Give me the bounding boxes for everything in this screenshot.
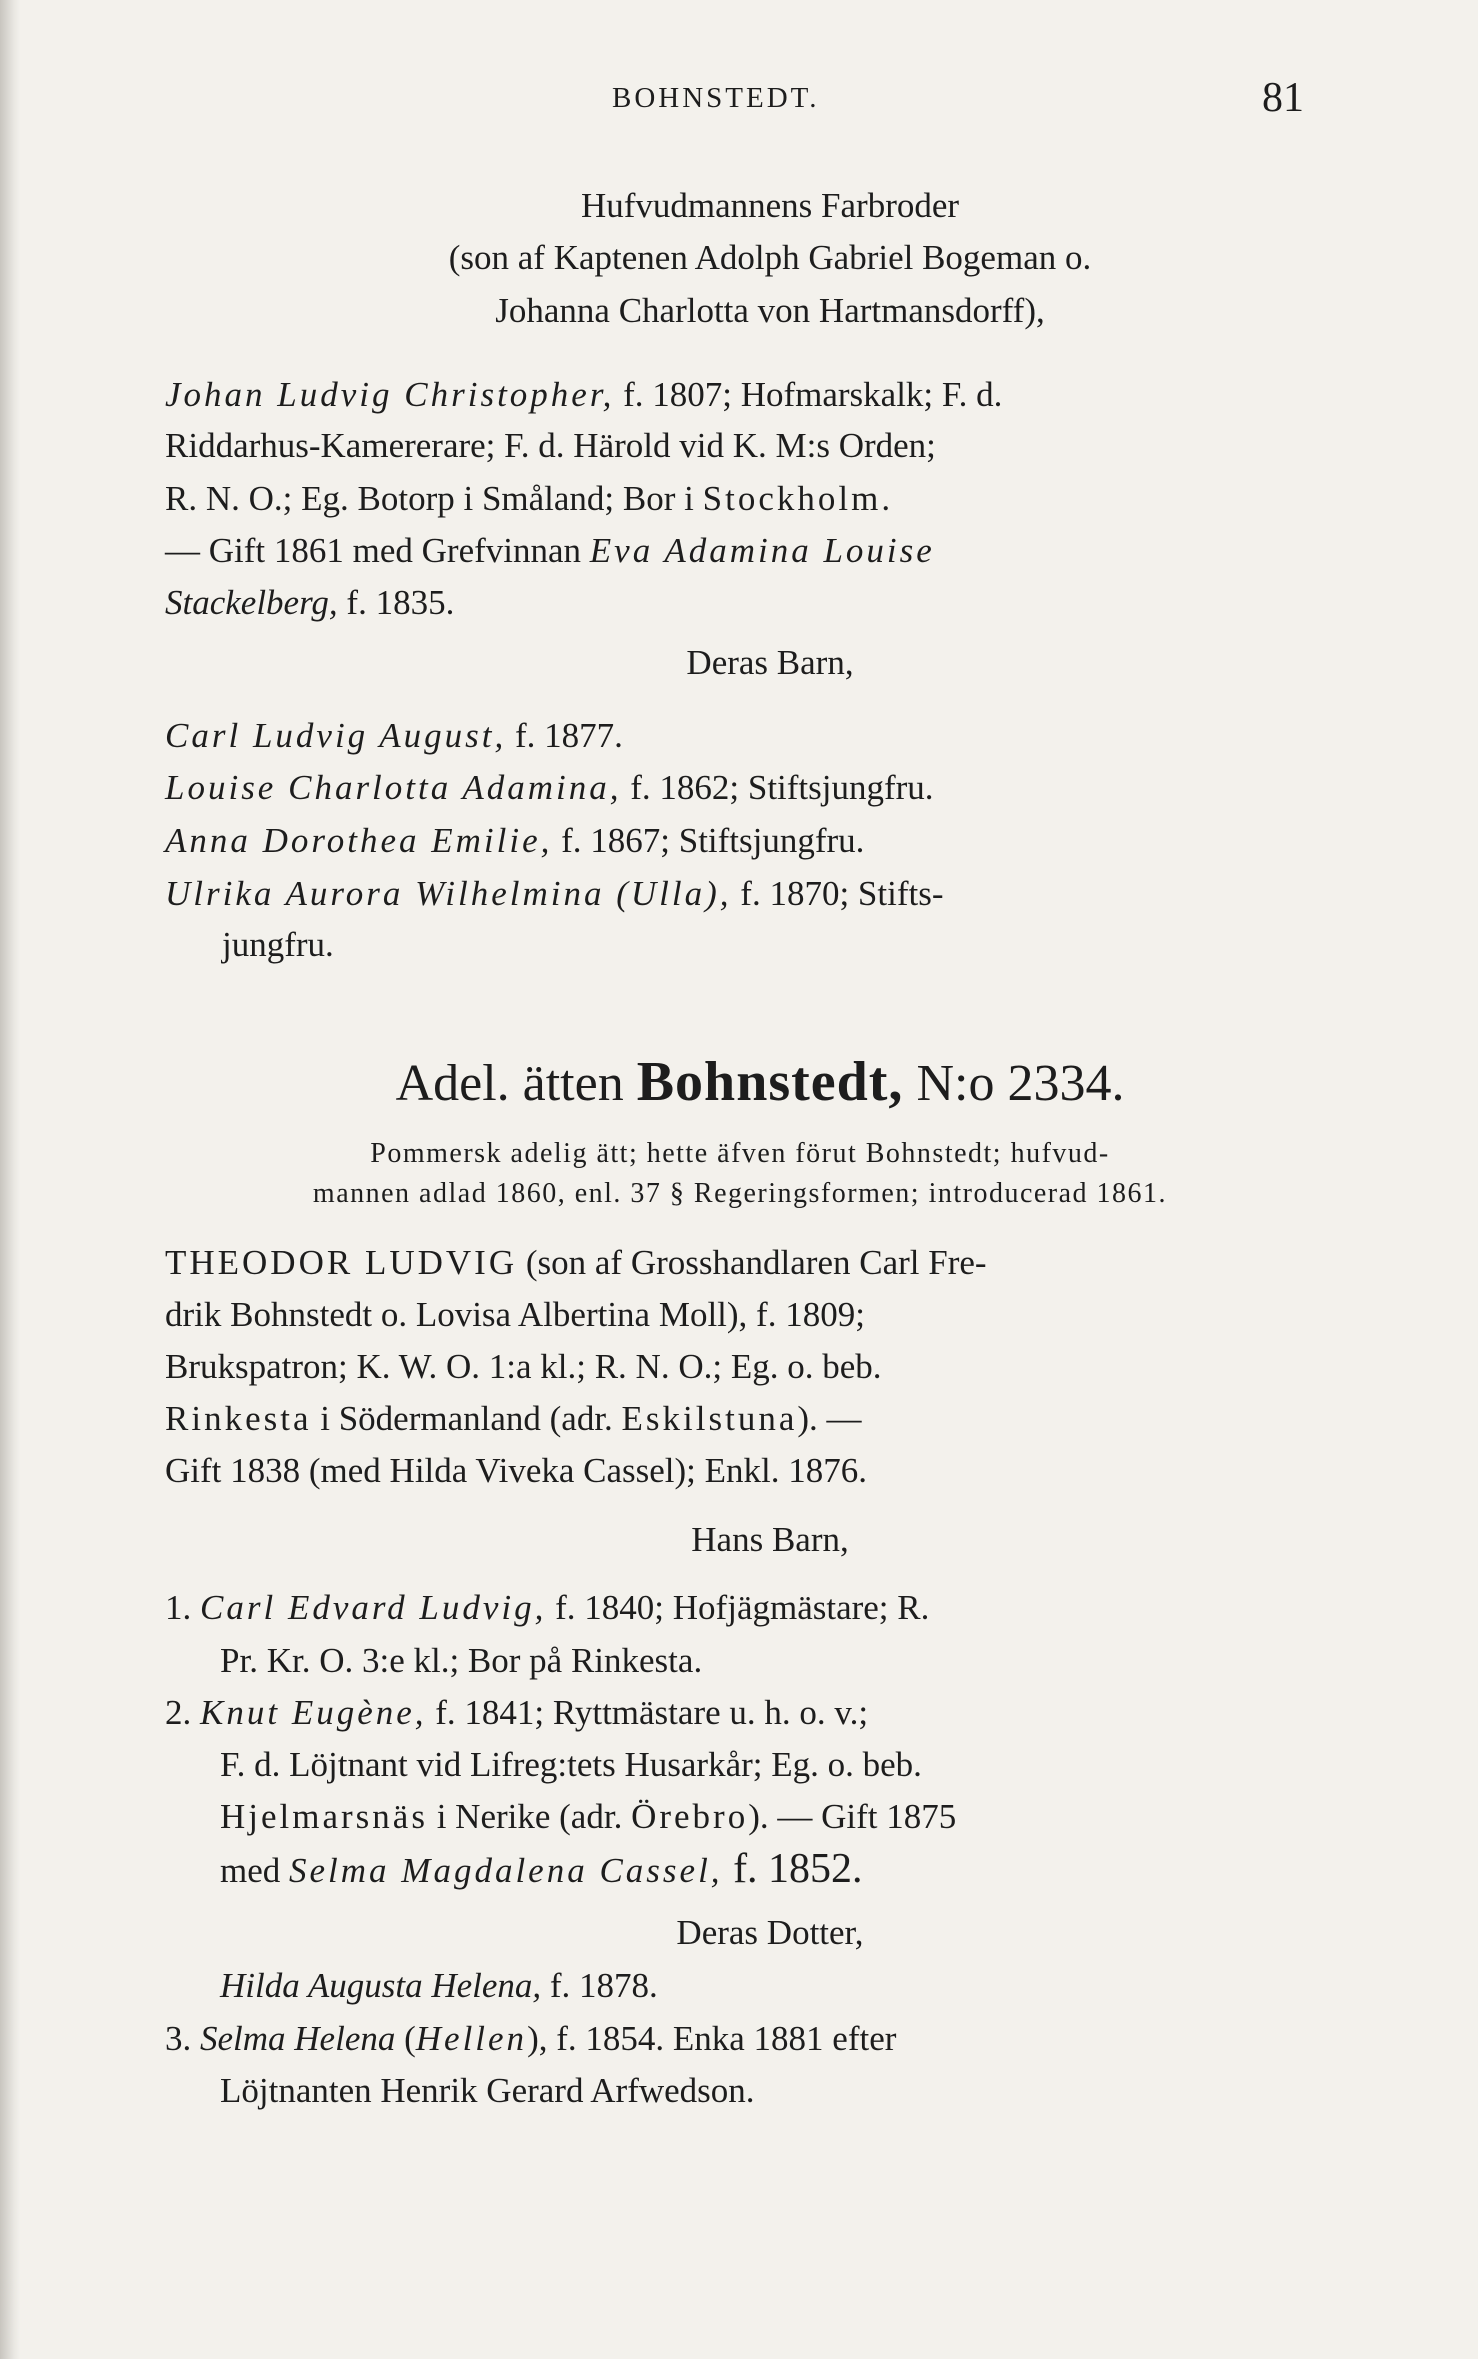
child-anna: Anna Dorothea Emilie, f. 1867; Stiftsjungfru. [165, 821, 865, 860]
son-knut-line-1: 2. Knut Eugène, f. 1841; Ryttmästare u. h. o. v.; [165, 1693, 869, 1732]
head-entry-line-3: Brukspatron; K. W. O. 1:a kl.; R. N. O.; Eg. o. beb. [165, 1347, 882, 1386]
head-entry-line-4: Rinkesta i Södermanland (adr. Eskilstuna). — [165, 1399, 862, 1438]
head-name: THEODOR LUDVIG [165, 1243, 518, 1282]
son-knut-line-3: Hjelmarsnäs i Nerike (adr. Örebro). — Gift 1875 [220, 1797, 957, 1836]
section-heading-farbroder: Hufvudmannens Farbroder [580, 186, 960, 225]
granddaughter-hilda: Hilda Augusta Helena, f. 1878. [220, 1966, 658, 2005]
child-ulrika: Ulrika Aurora Wilhelmina (Ulla), f. 1870; Stifts- [165, 874, 944, 913]
daughter-heading: Deras Dotter, [676, 1913, 864, 1952]
family-description-line-2: mannen adlad 1860, enl. 37 § Regeringsformen; introducerad 1861. [312, 1178, 1168, 1209]
entry-johan-line-5: Stackelberg, f. 1835. [165, 583, 455, 622]
son-knut-line-2: F. d. Löjtnant vid Lifreg:tets Husarkår; Eg. o. beb. [220, 1745, 922, 1784]
son-knut-line-4: med Selma Magdalena Cassel, f. 1852. [220, 1846, 863, 1892]
entry-johan-line-3: R. N. O.; Eg. Botorp i Småland; Bor i Stockholm. [165, 479, 894, 518]
parents-line-2: Johanna Charlotta von Hartmansdorff), [495, 291, 1045, 330]
running-head: BOHNSTEDT. [612, 82, 820, 114]
head-entry-line-1: THEODOR LUDVIG (son af Grosshandlaren Carl Fre- [165, 1243, 987, 1282]
entry-johan-line-2: Riddarhus-Kamererare; F. d. Härold vid K. M:s Orden; [165, 426, 936, 465]
family-description-line-1: Pommersk adelig ätt; hette äfven förut Bohnstedt; hufvud- [370, 1138, 1110, 1169]
daughter-selma-line-2: Löjtnanten Henrik Gerard Arfwedson. [220, 2071, 755, 2110]
entry-johan-line-4: — Gift 1861 med Grefvinnan Eva Adamina Louise [165, 531, 935, 570]
family-title: Adel. ätten Bohnstedt, N:o 2334. [395, 1051, 1125, 1113]
children-heading-deras-barn: Deras Barn, [686, 643, 854, 682]
parents-line-1: (son af Kaptenen Adolph Gabriel Bogeman o. [448, 238, 1092, 277]
son-carl-edvard-line-2: Pr. Kr. O. 3:e kl.; Bor på Rinkesta. [220, 1641, 703, 1680]
page-spine-shadow [0, 0, 20, 2359]
daughter-selma-line-1: 3. Selma Helena (Hellen), f. 1854. Enka 1881 efter [165, 2019, 897, 2058]
child-ulrika-continued: jungfru. [222, 925, 334, 964]
head-entry-line-5: Gift 1838 (med Hilda Viveka Cassel); Enkl. 1876. [165, 1451, 867, 1490]
page-number: 81 [1262, 75, 1304, 121]
entry-johan-line-1: Johan Ludvig Christopher, f. 1807; Hofmarskalk; F. d. [165, 375, 1003, 414]
child-louise: Louise Charlotta Adamina, f. 1862; Stiftsjungfru. [165, 768, 934, 807]
children-heading-hans-barn: Hans Barn, [691, 1520, 849, 1559]
head-entry-line-2: drik Bohnstedt o. Lovisa Albertina Moll), f. 1809; [165, 1295, 865, 1334]
son-carl-edvard-line-1: 1. Carl Edvard Ludvig, f. 1840; Hofjägmästare; R. [165, 1588, 930, 1627]
child-carl: Carl Ludvig August, f. 1877. [165, 716, 623, 755]
person-name: Johan Ludvig Christopher, [165, 375, 615, 414]
